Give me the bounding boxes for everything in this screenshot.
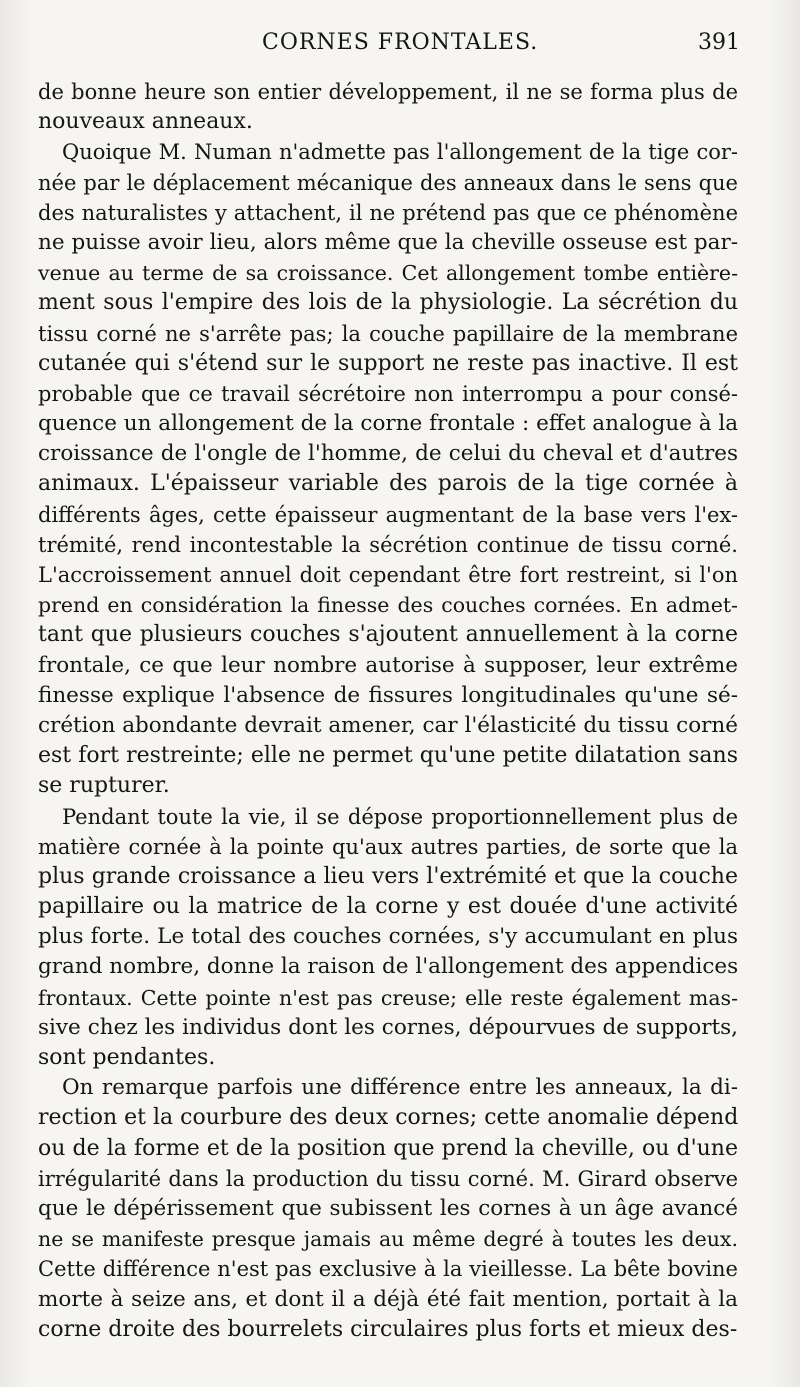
text-line: prend en considération la finesse des couches cornées. En admet- <box>38 593 738 618</box>
text-line: que le dépérissement que subissent les cornes à un âge avancé <box>38 1195 738 1221</box>
text-line: sive chez les individus dont les cornes, dépourvues de supports, <box>38 1014 738 1040</box>
text-line: corne droite des bourrelets circulaires plus forts et mieux des- <box>38 1316 738 1342</box>
text-line: Quoique M. Numan n'admette pas l'allongement de la tige cor- <box>62 140 738 165</box>
text-line: papillaire ou la matrice de la corne y est douée d'une activité <box>38 894 738 920</box>
text-line: frontaux. Cette pointe n'est pas creuse; elle reste également mas- <box>38 985 738 1010</box>
text-line: sont pendantes. <box>38 1045 216 1070</box>
paragraph <box>38 77 738 137</box>
text-line: ne puisse avoir lieu, alors même que la cheville osseuse est par- <box>38 229 738 255</box>
paragraph <box>38 137 738 801</box>
text-line: venue au terme de sa croissance. Cet allongement tombe entière- <box>38 261 738 286</box>
text-line: irrégularité dans la production du tissu corné. M. Girard observe <box>38 1166 738 1191</box>
text-line: de bonne heure son entier développement, il ne se forma plus de <box>38 80 738 104</box>
text-line: est fort restreinte; elle ne permet qu'une petite dilatation sans <box>38 743 738 769</box>
page-number: 391 <box>698 30 740 55</box>
body-text <box>38 77 738 1345</box>
running-head-title: CORNES FRONTALES. <box>262 30 539 55</box>
paragraph <box>38 802 738 1074</box>
text-line: plus grande croissance a lieu vers l'extrémité et que la couche <box>38 863 738 889</box>
text-line: cutanée qui s'étend sur le support ne reste pas inactive. Il est <box>38 350 738 376</box>
paragraph <box>38 1073 738 1345</box>
text-line: morte à seize ans, et dont il a déjà été fait mention, portait à la <box>38 1286 738 1312</box>
text-line: trémité, rend incontestable la sécrétion continue de tissu corné. <box>38 532 738 557</box>
text-line: L'accroissement annuel doit cependant être fort restreint, si l'on <box>38 563 738 587</box>
text-line: née par le déplacement mécanique des anneaux dans le sens que <box>38 170 738 195</box>
text-line: On remarque parfois une différence entre les anneaux, la di- <box>62 1075 738 1101</box>
text-line: plus forte. Le total des couches cornées, s'y accumulant en plus <box>38 924 738 950</box>
text-line: probable que ce travail sécrétoire non interrompu a pour consé- <box>38 381 738 406</box>
text-line: ou de la forme et de la position que prend la cheville, ou d'une <box>38 1135 738 1161</box>
text-line: frontale, ce que leur nombre autorise à supposer, leur extrême <box>38 652 738 678</box>
text-line: Cette différence n'est pas exclusive à la vieillesse. La bête bovine <box>38 1257 738 1282</box>
text-line: tant que plusieurs couches s'ajoutent annuellement à la corne <box>38 622 738 648</box>
text-line: nouveaux anneaux. <box>38 109 253 135</box>
text-line: se rupturer. <box>38 773 170 799</box>
text-line: différents âges, cette épaisseur augmentant de la base vers l'ex- <box>38 502 738 527</box>
running-head <box>0 30 800 64</box>
text-line: croissance de l'ongle de l'homme, de celui du cheval et d'autres <box>38 441 738 467</box>
text-line: grand nombre, donne la raison de l'allongement des appendices <box>38 954 739 980</box>
text-line: des naturalistes y attachent, il ne prétend pas que ce phénomène <box>38 200 738 225</box>
text-line: animaux. L'épaisseur variable des parois de la tige cornée à <box>38 471 738 497</box>
text-line: quence un allongement de la corne frontale : effet analogue à la <box>38 411 739 437</box>
text-line: crétion abondante devrait amener, car l'élasticité du tissu corné <box>38 712 738 738</box>
text-line: rection et la courbure des deux cornes; cette anomalie dépend <box>38 1105 739 1131</box>
text-line: ment sous l'empire des lois de la physiologie. La sécrétion du <box>38 290 738 316</box>
text-line: ne se manifeste presque jamais au même degré à toutes les deux. <box>38 1227 738 1252</box>
text-line: finesse explique l'absence de fissures longitudinales qu'une sé- <box>38 682 738 708</box>
text-line: Pendant toute la vie, il se dépose proportionnellement plus de <box>62 804 738 829</box>
text-line: tissu corné ne s'arrête pas; la couche papillaire de la membrane <box>38 321 738 346</box>
text-line: matière cornée à la pointe qu'aux autres parties, de sorte que la <box>38 834 738 859</box>
